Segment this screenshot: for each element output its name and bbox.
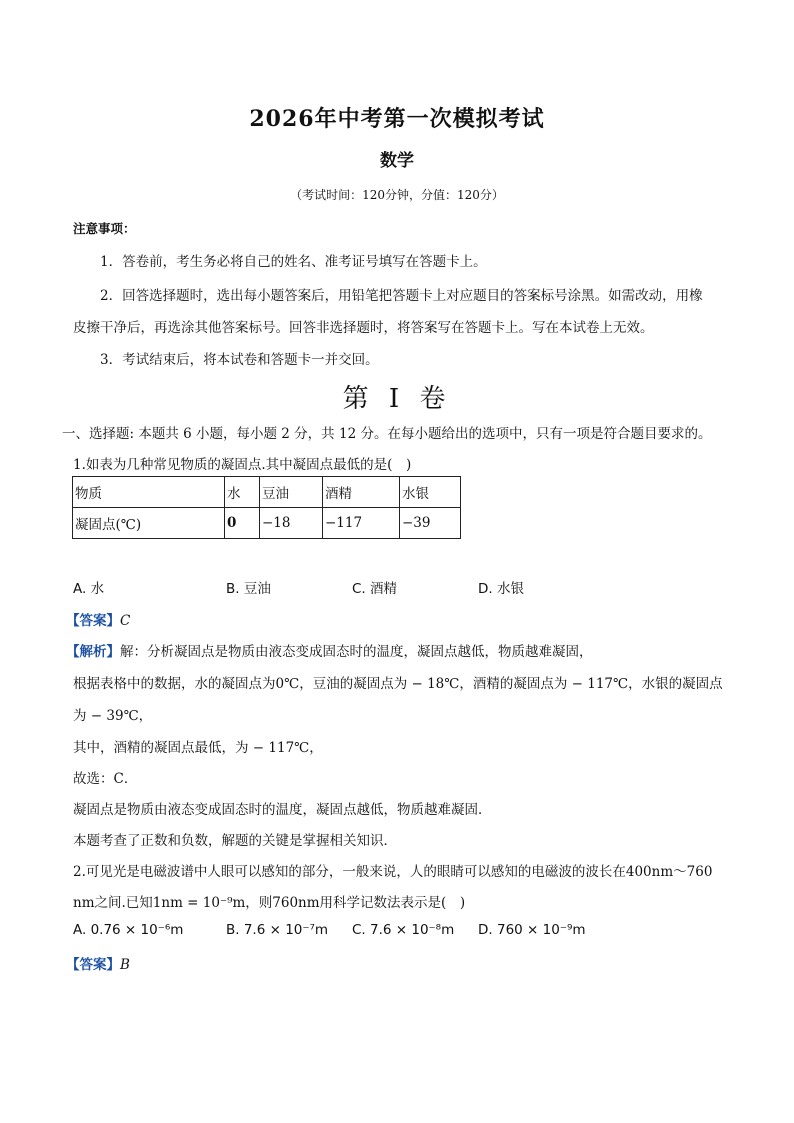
q2-option-d: D. 760 × 10⁻⁹m <box>478 922 586 938</box>
q1-analysis-line-5: 故选：C． <box>73 771 138 787</box>
section-title: 第 I 卷 <box>342 384 452 414</box>
q1-analysis-line-7: 本题考查了正数和负数，解题的关键是掌握相关知识． <box>73 833 397 849</box>
q1-table <box>72 476 461 539</box>
q2-option-a: A. 0.76 × 10⁻⁶m <box>73 922 184 938</box>
q1-option-a: A. 水 <box>73 581 105 597</box>
q2-answer: B <box>120 957 130 973</box>
table-row <box>73 508 461 539</box>
analysis-text: 解：分析凝固点是物质由液态变成固态时的温度，凝固点越低，物质越难凝固， <box>120 644 593 660</box>
q1-answer: C <box>120 613 131 629</box>
q1-analysis-line-2: 根据表格中的数据，水的凝固点为0℃，豆油的凝固点为 − 18℃，酒精的凝固点为 − 117℃，水银的凝固点 <box>73 676 723 692</box>
notice-item-1: 1．答卷前，考生务必将自己的姓名、准考证号填写在答题卡上。 <box>100 254 487 270</box>
q1-answer-line <box>66 609 130 629</box>
q1-analysis-line-6: 凝固点是物质由液态变成固态时的温度，凝固点越低，物质越难凝固． <box>73 802 492 818</box>
q1-stem: 1.如表为几种常见物质的凝固点.其中凝固点最低的是( ) <box>73 457 412 473</box>
q1-option-b: B. 豆油 <box>226 581 271 597</box>
part1-intro: 一、选择题: 本题共 6 小题，每小题 2 分，共 12 分。在每小题给出的选项中，只有一项是符合题目要求的。 <box>62 426 712 442</box>
table-cell: 豆油 <box>260 477 323 508</box>
table-cell: 凝固点(℃) <box>73 508 225 539</box>
table-cell: −39 <box>400 508 461 539</box>
table-cell: 水银 <box>400 477 461 508</box>
q2-option-b: B. 7.6 × 10⁻⁷m <box>226 922 329 938</box>
table-row <box>73 477 461 508</box>
notice-item-3: 3．考试结束后，将本试卷和答题卡一并交回。 <box>100 352 379 368</box>
notice-item-2-line-1: 2．回答选择题时，选出每小题答案后，用铅笔把答题卡上对应题目的答案标号涂黑。如需改动，用橡 <box>100 288 703 304</box>
analysis-tag: 【解析】 <box>66 644 120 660</box>
answer-tag: 【答案】 <box>66 613 120 629</box>
q2-stem-line-1: 2.可见光是电磁波谱中人眼可以感知的部分，一般来说，人的眼睛可以感知的电磁波的波长在400nm～760 <box>73 864 713 880</box>
table-cell: 酒精 <box>323 477 400 508</box>
subject-title: 数学 <box>380 151 414 171</box>
table-cell: 物质 <box>73 477 225 508</box>
notice-heading: 注意事项： <box>73 221 136 236</box>
q1-analysis-line-1 <box>66 640 593 660</box>
q2-stem-line-2: nm之间.已知1nm = 10⁻⁹m，则760nm用科学记数法表示是( ) <box>73 895 466 911</box>
q1-analysis-line-3: 为 − 39℃， <box>73 708 153 724</box>
q2-option-c: C. 7.6 × 10⁻⁸m <box>352 922 455 938</box>
q2-answer-line <box>66 953 130 973</box>
notice-item-2-line-2: 皮擦干净后，再选涂其他答案标号。回答非选择题时，将答案写在答题卡上。写在本试卷上无效。 <box>73 320 654 336</box>
q1-option-c: C. 酒精 <box>352 581 398 597</box>
q1-option-d: D. 水银 <box>478 581 524 597</box>
q1-analysis-line-4: 其中，酒精的凝固点最低，为 − 117℃， <box>73 740 323 756</box>
table-cell: −117 <box>323 508 400 539</box>
exam-info: （考试时间：120分钟，分值：120分） <box>290 188 504 202</box>
table-cell: −18 <box>260 508 323 539</box>
table-cell: 水 <box>225 477 260 508</box>
answer-tag: 【答案】 <box>66 957 120 973</box>
exam-title: 2026年中考第一次模拟考试 <box>249 106 545 132</box>
table-cell: 0 <box>225 508 260 539</box>
